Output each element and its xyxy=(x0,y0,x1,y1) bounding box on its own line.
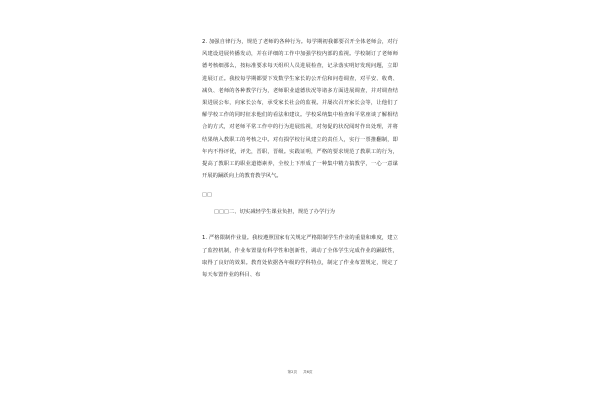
spacer xyxy=(202,218,398,232)
document-body xyxy=(202,36,398,281)
page-footer xyxy=(0,370,600,375)
spacer xyxy=(202,182,398,190)
placeholder-marks: □□ xyxy=(202,192,213,199)
page-number: 第2页 xyxy=(287,370,297,374)
heading-text: 二、切实减轻学生课业负担，规范了办学行为 xyxy=(229,209,335,216)
page-total: 共6页 xyxy=(303,370,313,374)
paragraph-self-discipline: 2. 加强自律行为，规范了老师的各种行为。每学期初我都要召开全体老师会，对行风建设进展传播发动，并在详细的工作中加强学校内部的监视。学校制订了老师师德考核细那么，按标准要求每天组织人员进展检查，记录落实明好发现问题，立即进展订正。我校每学期都要下发数学生家长的公开信和问卷调查，对平安、收费、减负、老师的各种教学行为，老师职业道德状况等诸多方面进展调查，并对调查结果进展公布，向家长公布，承受家长社会的监视。并屡次召开家长会等，让他们了解学校工作的同时征求他们的看法和建议。学校采纳集中检查和平常座谈了解相结合的方式，对老师平常工作中的行为进展监视，对匆促的状况阅时作出处理，并将结果纳入教职工的考核之中。对有损学校行风建立的责任人，实行一票推翻制，即年内不得评优，评先，晋职，晋级。实践证明，严格的要求规范了教职工的行为，提高了教职工的职业道德素养，全校上下形成了一种集中精力搞教学，一心一意谋开展的踊跃向上的教育教学风气。 xyxy=(202,39,398,180)
heading-placeholder-marks: □□□ xyxy=(214,209,230,216)
section-heading xyxy=(214,206,398,218)
paragraph-homework-control: 1. 严格限制作业量。我校遵照国家有关规定严格限制学生作业的重量和难度，建立了监控机制，作业布置量有科学性和创新性，调动了全体学生完成作业的踊跃性，取得了良好的效果。教育处依据各年级的学科特点，制定了作业布置规定，规定了每天布置作业的科目、布 xyxy=(202,235,398,279)
